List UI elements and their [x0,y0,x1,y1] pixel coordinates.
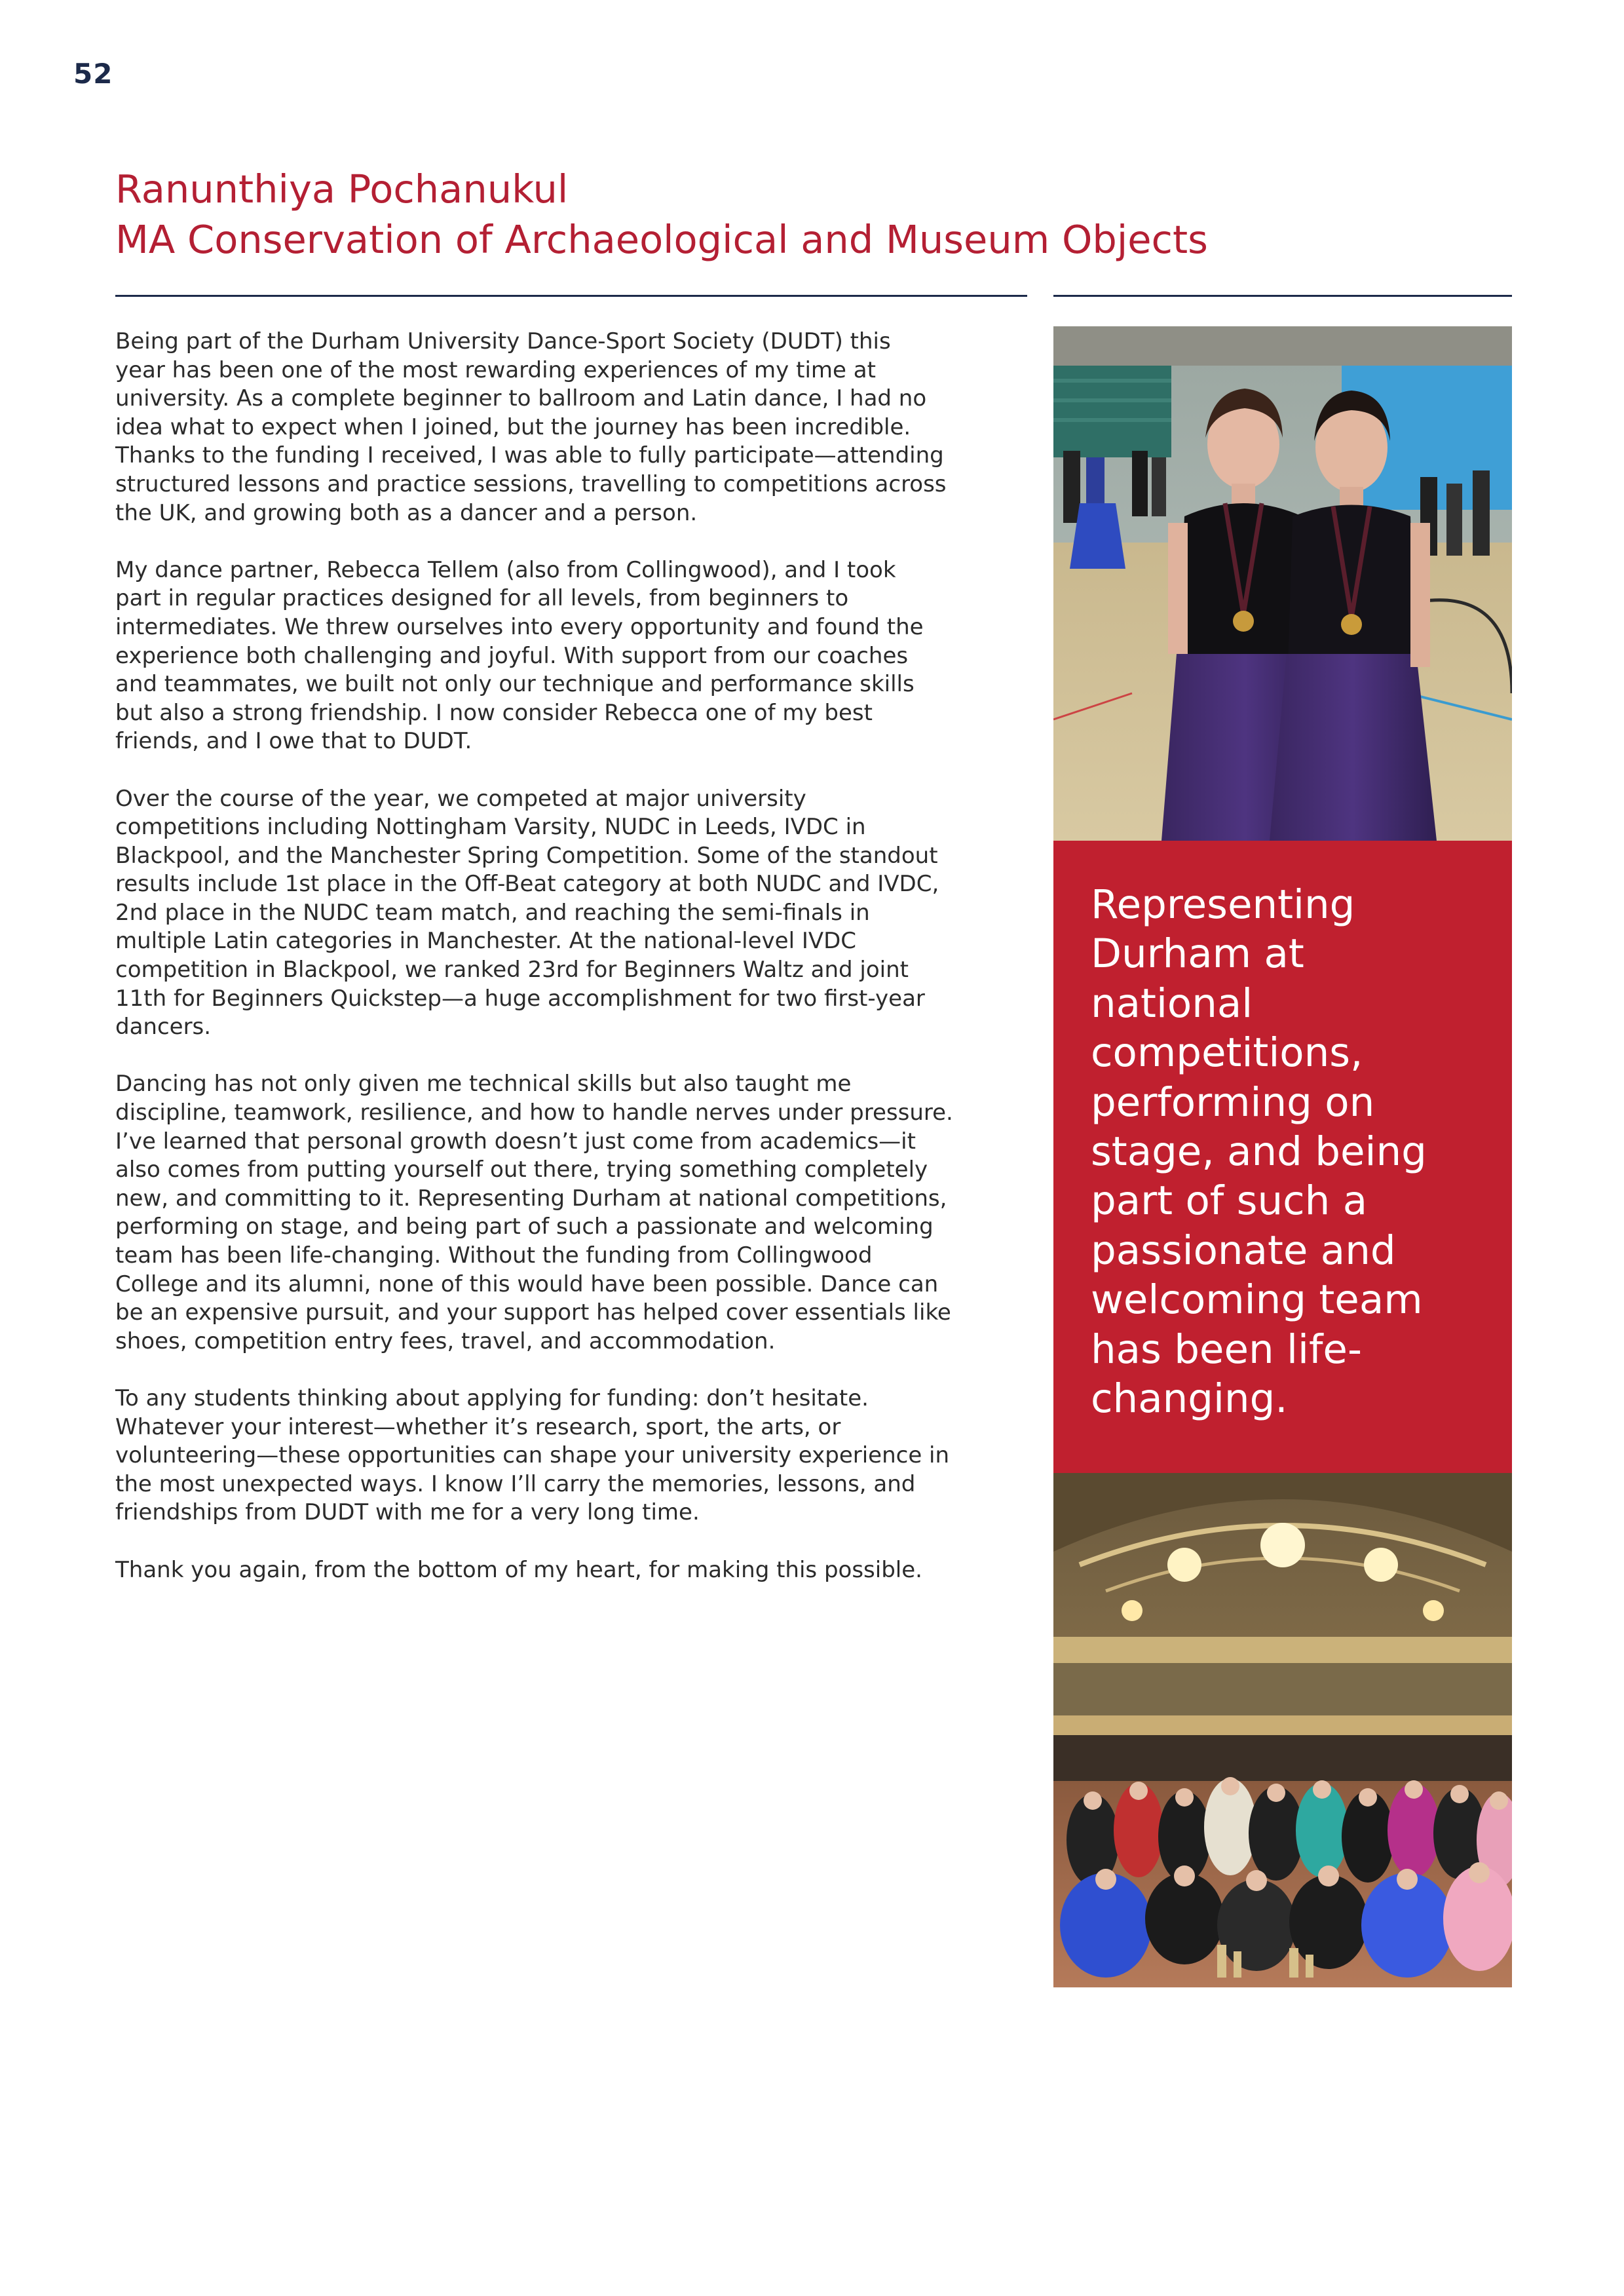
team-ballroom-photo [1053,1473,1512,1987]
course-title: MA Conservation of Archaeological and Museum Objects [115,217,1208,262]
paragraph-2: My dance partner, Rebecca Tellem (also from Collingwood), and I took part in regular practices designed for all levels, from beginners to intermediates. We threw ourselves into every opportunity and found the experience both challenging and joyful. With support from our coaches and teammates, we built not only our technique and performance skills but also a strong friendship. I now consider Rebecca one of my best friends, and I owe that to DUDT. [115,556,924,755]
paragraph-3: Over the course of the year, we competed at major university competitions including Nottingham Varsity, NUDC in Leeds, IVDC in Blackpool, and the Manchester Spring Competition. Some of the standout results include 1st place in the Off-Beat category at both NUDC and IVDC, 2nd place in the NUDC team match, and reaching the semi-finals in multiple Latin categories in Manchester. At the national-level IVDC competition in Blackpool, we ranked 23rd for Beginners Waltz and joint 11th for Beginners Quickstep—a huge accomplishment for two first-year dancers. [115,785,939,1041]
dancers-medal-photo [1053,326,1512,841]
pull-quote-panel [1053,841,1512,1473]
article-heading [115,164,1491,265]
heading-divider-left [115,295,1027,297]
heading-divider-right [1053,295,1512,297]
article-body [115,328,1029,1613]
paragraph-4: Dancing has not only given me technical skills but also taught me discipline, teamwork, resilience, and how to handle nerves under pressure. I’ve learned that personal growth doesn’t just come from academics—it also comes from putting yourself out there, trying something completely new, and committing to it. Representing Durham at national competitions, performing on stage, and being part of such a passionate and welcoming team has been life-changing. Without the funding from Collingwood College and its alumni, none of this would have been possible. Dance can be an expensive pursuit, and your support has helped cover essentials like shoes, competition entry fees, travel, and accommodation. [115,1071,953,1354]
paragraph-6: Thank you again, from the bottom of my heart, for making this possible. [115,1556,922,1583]
pull-quote: Representing Durham at national competitions, performing on stage, and being part of such a passionate and welcoming team has been life- changing. [1091,881,1427,1423]
page-number: 52 [73,58,113,90]
paragraph-1: Being part of the Durham University Dance-Sport Society (DUDT) this year has been one of the most rewarding experiences of my time at university. As a complete beginner to ballroom and Latin dance, I had no idea what to expect when I joined, but the journey has been incredible. Thanks to the funding I received, I was able to fully participate—attending structured lessons and practice sessions, travelling to competitions across the UK, and growing both as a dancer and a person. [115,328,947,526]
student-name: Ranunthiya Pochanukul [115,166,569,212]
paragraph-5: To any students thinking about applying for funding: don’t hesitate. Whatever your interest—whether it’s research, sport, the arts, or volunteering—these opportunities can shape your university experience in the most unexpected ways. I know I’ll carry the memories, lessons, and friendships from DUDT with me for a very long time. [115,1385,950,1526]
